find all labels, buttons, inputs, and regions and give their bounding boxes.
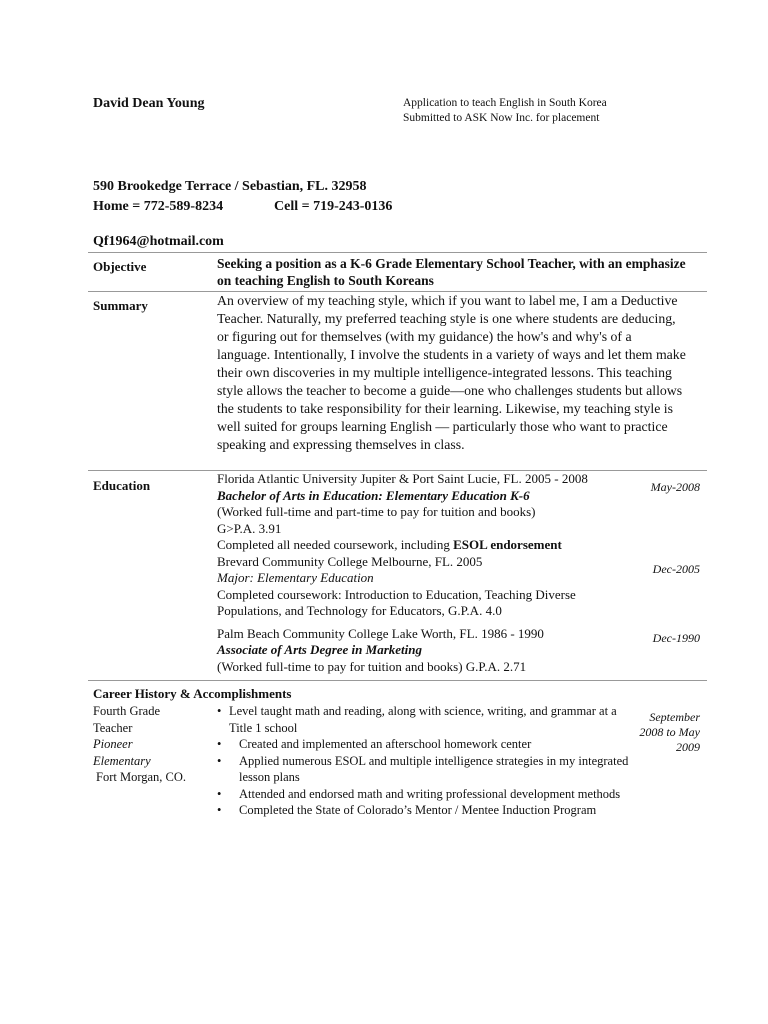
brevard-date: Dec-2005 xyxy=(652,562,700,576)
objective-label: Objective xyxy=(93,259,147,274)
role-line-2: Teacher xyxy=(93,720,133,735)
school-line-2: Elementary xyxy=(93,753,151,768)
brevard-coursework-2: Populations, and Technology for Educators, G.P.A. 4.0 xyxy=(217,603,502,618)
list-item: • Attended and endorsed math and writing professional development methods xyxy=(217,786,621,801)
list-item: • Applied numerous ESOL and multiple intelligence strategies in my integrated lesson plans xyxy=(217,753,629,784)
education-label: Education xyxy=(93,478,151,493)
fau-gpa: G>P.A. 3.91 xyxy=(217,520,282,536)
list-item: • Created and implemented an afterschool homework center xyxy=(217,737,532,751)
application-line-1: Application to teach English in South Korea xyxy=(403,97,607,109)
contact-block xyxy=(93,177,393,217)
career-label: Career History & Accomplishments xyxy=(93,686,292,701)
lead-item xyxy=(217,703,637,736)
application-line-2: Submitted to ASK Now Inc. for placement xyxy=(403,112,600,124)
divider xyxy=(88,680,707,681)
lead-bullet: • xyxy=(217,704,222,718)
palm-beach-school: Palm Beach Community College Lake Worth, FL. 1986 - 1990 xyxy=(217,625,544,641)
career-bullets xyxy=(217,703,637,819)
cell-phone: Cell = 719-243-0136 xyxy=(274,199,393,214)
career-date: September 2008 to May 2009 xyxy=(639,710,700,754)
career-role xyxy=(93,703,186,786)
objective-text: Seeking a position as a K-6 Grade Elementary School Teacher, with an emphasize on teaching English to South Koreans xyxy=(217,256,686,288)
application-note xyxy=(403,96,607,126)
role-line-1: Fourth Grade xyxy=(93,704,160,718)
list-item: • Completed the State of Colorado’s Mentor / Mentee Induction Program xyxy=(217,803,597,817)
divider xyxy=(88,252,707,253)
accomplishment-list xyxy=(217,736,637,819)
school-line-1: Pioneer xyxy=(93,737,133,751)
education-section xyxy=(217,471,687,675)
applicant-name: David Dean Young xyxy=(93,96,205,111)
email: Qf1964@hotmail.com xyxy=(93,234,224,249)
palm-beach-date: Dec-1990 xyxy=(652,631,700,645)
phone-line xyxy=(93,197,393,217)
summary-text: An overview of my teaching style, which if you want to label me, I am a Deductive Teacher. Naturally, my preferred teaching style is one where students are deducing, or figuring out for themselves (with my guidance) the how's and why's of a language. Intentionally, I involve the students in a variety of ways and let them make their own discoveries in my multiple intelligence-integrated lessons. This teaching style allows the teacher to become a guide—one who challenges students but allows the students to take responsibility for their learning. Likewise, my teaching style is well suited for groups learning English — particularly those who want to practice speaking and expressing themselves in class. xyxy=(217,293,686,452)
home-phone: Home = 772-589-8234 xyxy=(93,199,224,214)
brevard-school: Brevard Community College Melbourne, FL. 2005 xyxy=(217,553,483,569)
brevard-coursework-1: Completed coursework: Introduction to Education, Teaching Diverse xyxy=(217,586,576,602)
address: 590 Brookedge Terrace / Sebastian, FL. 32958 xyxy=(93,179,367,194)
lead-text: Level taught math and reading, along with science, writing, and grammar at a Title 1 school xyxy=(229,704,617,735)
fau-degree: Bachelor of Arts in Education: Elementary Education K-6 xyxy=(217,487,530,503)
fau-coursework: Completed all needed coursework, including ESOL endorsement xyxy=(217,537,562,552)
palm-beach-degree: Associate of Arts Degree in Marketing xyxy=(217,642,422,657)
brevard-major: Major: Elementary Education xyxy=(217,570,374,585)
fau-school: Florida Atlantic University Jupiter & Port Saint Lucie, FL. 2005 - 2008 xyxy=(217,471,588,486)
fau-date: May-2008 xyxy=(650,480,700,494)
summary-label: Summary xyxy=(93,298,148,313)
fau-note: (Worked full-time and part-time to pay for tuition and books) xyxy=(217,504,536,519)
palm-beach-note: (Worked full-time to pay for tuition and books) G.P.A. 2.71 xyxy=(217,658,527,674)
career-location: Fort Morgan, CO. xyxy=(96,770,187,784)
